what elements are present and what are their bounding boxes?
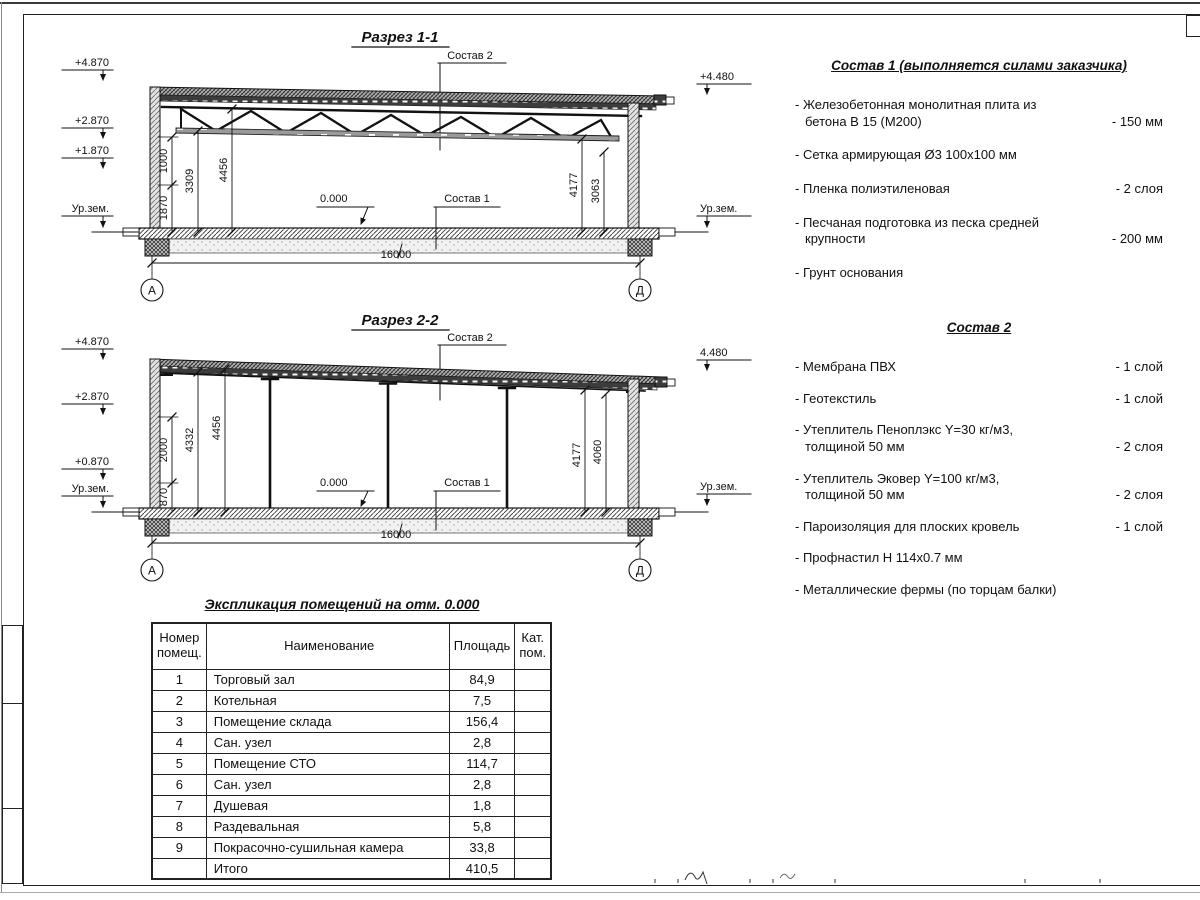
svg-text:Ур.зем.: Ур.зем.	[700, 203, 738, 215]
svg-text:+0.870: +0.870	[75, 456, 109, 468]
section2-span-dim	[148, 529, 644, 559]
svg-text:+4.870: +4.870	[75, 336, 109, 348]
svg-text:Состав 1: Состав 1	[444, 477, 490, 489]
section2-axis-left	[141, 559, 163, 581]
table-row: 7 Душевая 1,8	[152, 795, 551, 816]
material-item: - Пленка полиэтиленовая - 2 слоя	[795, 180, 1163, 196]
sostav1-title: Состав 1 (выполняется силами заказчика)	[831, 58, 1127, 73]
svg-text:А: А	[147, 563, 157, 578]
section1-roof	[150, 87, 674, 110]
section2-sostav2-callout	[438, 332, 506, 400]
signature-scribble	[685, 872, 707, 884]
table-row: 2 Котельная 7,5	[152, 690, 551, 711]
table-row: 6 Сан. узел 2,8	[152, 774, 551, 795]
svg-text:Состав 2: Состав 2	[447, 332, 493, 344]
section2-zero-mark	[317, 477, 374, 506]
svg-text:+4.480: +4.480	[700, 71, 734, 83]
section2-dims-left	[158, 365, 229, 516]
section2-dims-right	[571, 386, 610, 516]
material-item: - Мембрана ПВХ - 1 слой	[795, 359, 1163, 374]
sostav1-panel	[795, 58, 1163, 281]
section2-title: Разрез 2-2	[361, 312, 439, 329]
svg-text:+4.870: +4.870	[75, 57, 109, 69]
section1-dims-left	[158, 105, 236, 236]
svg-text:Ур.зем.: Ур.зем.	[71, 483, 109, 495]
section2-right-wall	[628, 379, 639, 512]
svg-text:+2.870: +2.870	[75, 115, 109, 127]
sostav1-items	[795, 97, 1163, 281]
svg-text:+2.870: +2.870	[75, 391, 109, 403]
svg-text:4177: 4177	[568, 172, 580, 198]
svg-text:Д: Д	[635, 563, 645, 578]
sections-canvas	[0, 0, 770, 600]
section1-zero-mark	[317, 193, 374, 224]
section-1-1-drawing	[62, 29, 751, 301]
material-item: - Профнастил Н 114х0.7 мм	[795, 550, 963, 566]
svg-text:4.480: 4.480	[700, 347, 728, 359]
section-2-2-drawing	[62, 312, 751, 581]
svg-text:Состав 2: Состав 2	[447, 50, 493, 62]
svg-text:0.000: 0.000	[320, 193, 348, 205]
svg-text:Ур.зем.: Ур.зем.	[71, 203, 109, 215]
section2-columns	[160, 375, 639, 508]
table-row: 8 Раздевальная 5,8	[152, 816, 551, 837]
svg-text:Ур.зем.: Ур.зем.	[700, 481, 738, 493]
room-schedule-table	[151, 622, 552, 880]
table-row: 9 Покрасочно-сушильная камера 33,8	[152, 837, 551, 858]
section1-dims-right	[568, 135, 608, 236]
svg-text:3063: 3063	[590, 178, 602, 204]
svg-text:Д: Д	[635, 283, 645, 298]
svg-text:2000: 2000	[158, 437, 170, 463]
svg-text:4456: 4456	[218, 157, 230, 183]
section1-title: Разрез 1-1	[361, 29, 439, 46]
sostav2-items	[795, 359, 1163, 599]
section1-truss	[162, 107, 641, 141]
page-edge-bottom	[0, 892, 1200, 893]
section1-span-dim	[148, 249, 644, 279]
col-header-cat: Кат. пом.	[515, 623, 551, 669]
svg-text:16000: 16000	[380, 529, 412, 541]
table-header-row	[152, 623, 551, 669]
svg-text:16000: 16000	[380, 249, 412, 261]
col-header-area: Площадь	[449, 623, 515, 669]
section1-right-wall	[628, 103, 639, 232]
material-item: - Грунт основания	[795, 264, 904, 280]
material-item: - Сетка армирующая Ø3 100х100 мм	[795, 147, 1017, 163]
margin-stamp-cells	[2, 625, 23, 884]
section2-axis-right	[629, 559, 651, 581]
svg-text:4177: 4177	[571, 442, 583, 468]
table-total-row: Итого 410,5	[152, 858, 551, 879]
svg-text:1000: 1000	[158, 148, 170, 174]
sostav2-title: Состав 2	[946, 320, 1012, 335]
svg-text:Состав 1: Состав 1	[444, 193, 490, 205]
material-item: - Металлические фермы (по торцам балки)	[795, 582, 1057, 597]
col-header-name: Наименование	[206, 623, 449, 669]
room-table-title: Экспликация помещений на отм. 0.000	[204, 596, 480, 612]
corner-inventory-box	[1186, 15, 1200, 37]
svg-text:А: А	[147, 283, 157, 298]
sostav2-panel	[795, 320, 1163, 599]
svg-text:4332: 4332	[184, 427, 196, 453]
svg-text:+1.870: +1.870	[75, 145, 109, 157]
section1-axis-right	[629, 279, 651, 301]
material-item: - Утеплитель Эковер Y=100 кг/м3, толщиной 50 мм - 2 слоя	[795, 470, 1163, 503]
svg-text:1870: 1870	[158, 195, 170, 221]
material-item: - Геотекстиль - 1 слой	[795, 390, 1163, 406]
title-block-ticks	[630, 862, 1200, 888]
col-header-number: Номер помещ.	[152, 623, 206, 669]
material-item: - Утеплитель Пеноплэкс Y=30 кг/м3, толщиной 50 мм - 2 слоя	[795, 422, 1163, 454]
material-item: - Пароизоляция для плоских кровель - 1 слой	[795, 518, 1163, 534]
svg-text:4060: 4060	[592, 439, 604, 465]
section1-axis-left	[141, 279, 163, 301]
table-row: 4 Сан. узел 2,8	[152, 732, 551, 753]
svg-text:870: 870	[158, 487, 170, 507]
svg-text:0.000: 0.000	[320, 477, 348, 489]
section2-roof	[150, 359, 675, 391]
table-row: 5 Помещение СТО 114,7	[152, 753, 551, 774]
material-item: - Песчаная подготовка из песка средней крупности - 200 мм	[795, 214, 1163, 247]
handwriting-mark	[780, 874, 795, 878]
svg-text:4456: 4456	[211, 415, 223, 441]
material-item: - Железобетонная монолитная плита из бетона В 15 (М200) - 150 мм	[795, 97, 1163, 129]
table-row: 1 Торговый зал 84,9	[152, 669, 551, 690]
table-row: 3 Помещение склада 156,4	[152, 711, 551, 732]
svg-text:3309: 3309	[184, 168, 196, 194]
